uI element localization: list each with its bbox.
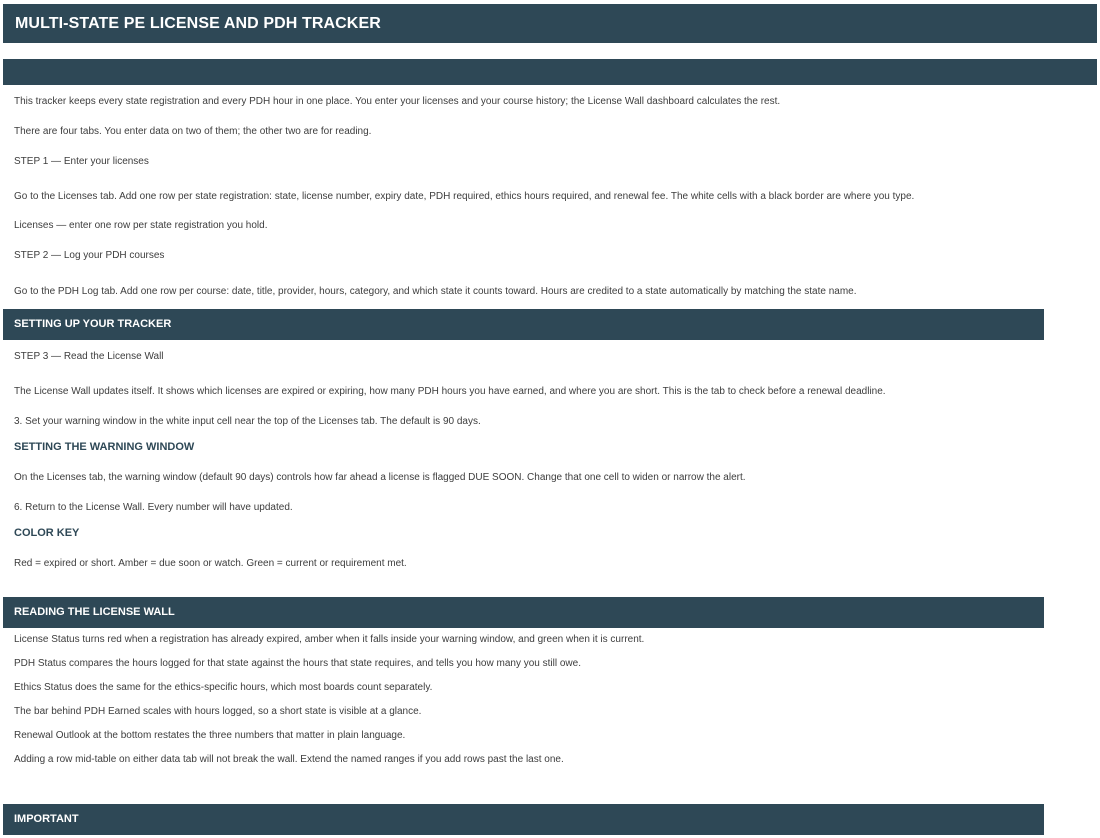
reading-line: The bar behind PDH Earned scales with hours logged, so a short state is visible at a glance.	[14, 706, 422, 717]
intro-line: This tracker keeps every state registration and every PDH hour in one place. You enter your licenses and your course history; the License Wall dashboard calculates the rest.	[14, 96, 781, 107]
step-2-label: STEP 2 — Log your PDH courses	[14, 250, 165, 261]
color-key-text: Red = expired or short. Amber = due soon or watch. Green = current or requirement met.	[14, 558, 407, 569]
reading-line: Adding a row mid-table on either data tab will not break the wall. Extend the named ranges if you add rows past the last one.	[14, 754, 564, 765]
setup-line: 3. Set your warning window in the white input cell near the top of the Licenses tab. The default is 90 days.	[14, 416, 481, 427]
section-heading-setup: SETTING UP YOUR TRACKER	[3, 309, 1044, 340]
subheading-color-key: COLOR KEY	[14, 527, 80, 539]
section-heading-important: IMPORTANT	[3, 804, 1044, 835]
reading-line: License Status turns red when a registration has already expired, amber when it falls inside your warning window, and green when it is current.	[14, 634, 645, 645]
step-3-label: STEP 3 — Read the License Wall	[14, 351, 164, 362]
step-1-label: STEP 1 — Enter your licenses	[14, 156, 149, 167]
intro-line: Go to the Licenses tab. Add one row per state registration: state, license number, expiry date, PDH required, ethics hours required, and renewal fee. The white cells with a black border are where you type.	[14, 191, 915, 202]
intro-line: There are four tabs. You enter data on two of them; the other two are for reading.	[14, 126, 372, 137]
blank-header-band	[3, 59, 1097, 85]
intro-line: Go to the PDH Log tab. Add one row per course: date, title, provider, hours, category, and which state it counts toward. Hours are credited to a state automatically by matching the state name.	[14, 286, 857, 297]
warning-line: On the Licenses tab, the warning window (default 90 days) controls how far ahead a license is flagged DUE SOON. Change that one cell to widen or narrow the alert.	[14, 472, 746, 483]
reading-line: PDH Status compares the hours logged for that state against the hours that state requires, and tells you how many you still owe.	[14, 658, 581, 669]
intro-line: Licenses — enter one row per state registration you hold.	[14, 220, 268, 231]
reading-line: Ethics Status does the same for the ethics-specific hours, which most boards count separately.	[14, 682, 433, 693]
subheading-warning-window: SETTING THE WARNING WINDOW	[14, 441, 195, 453]
setup-line: The License Wall updates itself. It shows which licenses are expired or expiring, how many PDH hours you have earned, and where you are short. This is the tab to check before a renewal deadline.	[14, 386, 886, 397]
reading-line: Renewal Outlook at the bottom restates the three numbers that matter in plain language.	[14, 730, 406, 741]
warning-line: 6. Return to the License Wall. Every number will have updated.	[14, 502, 293, 513]
section-heading-reading: READING THE LICENSE WALL	[3, 597, 1044, 628]
page-title: MULTI-STATE PE LICENSE AND PDH TRACKER	[3, 4, 1097, 43]
